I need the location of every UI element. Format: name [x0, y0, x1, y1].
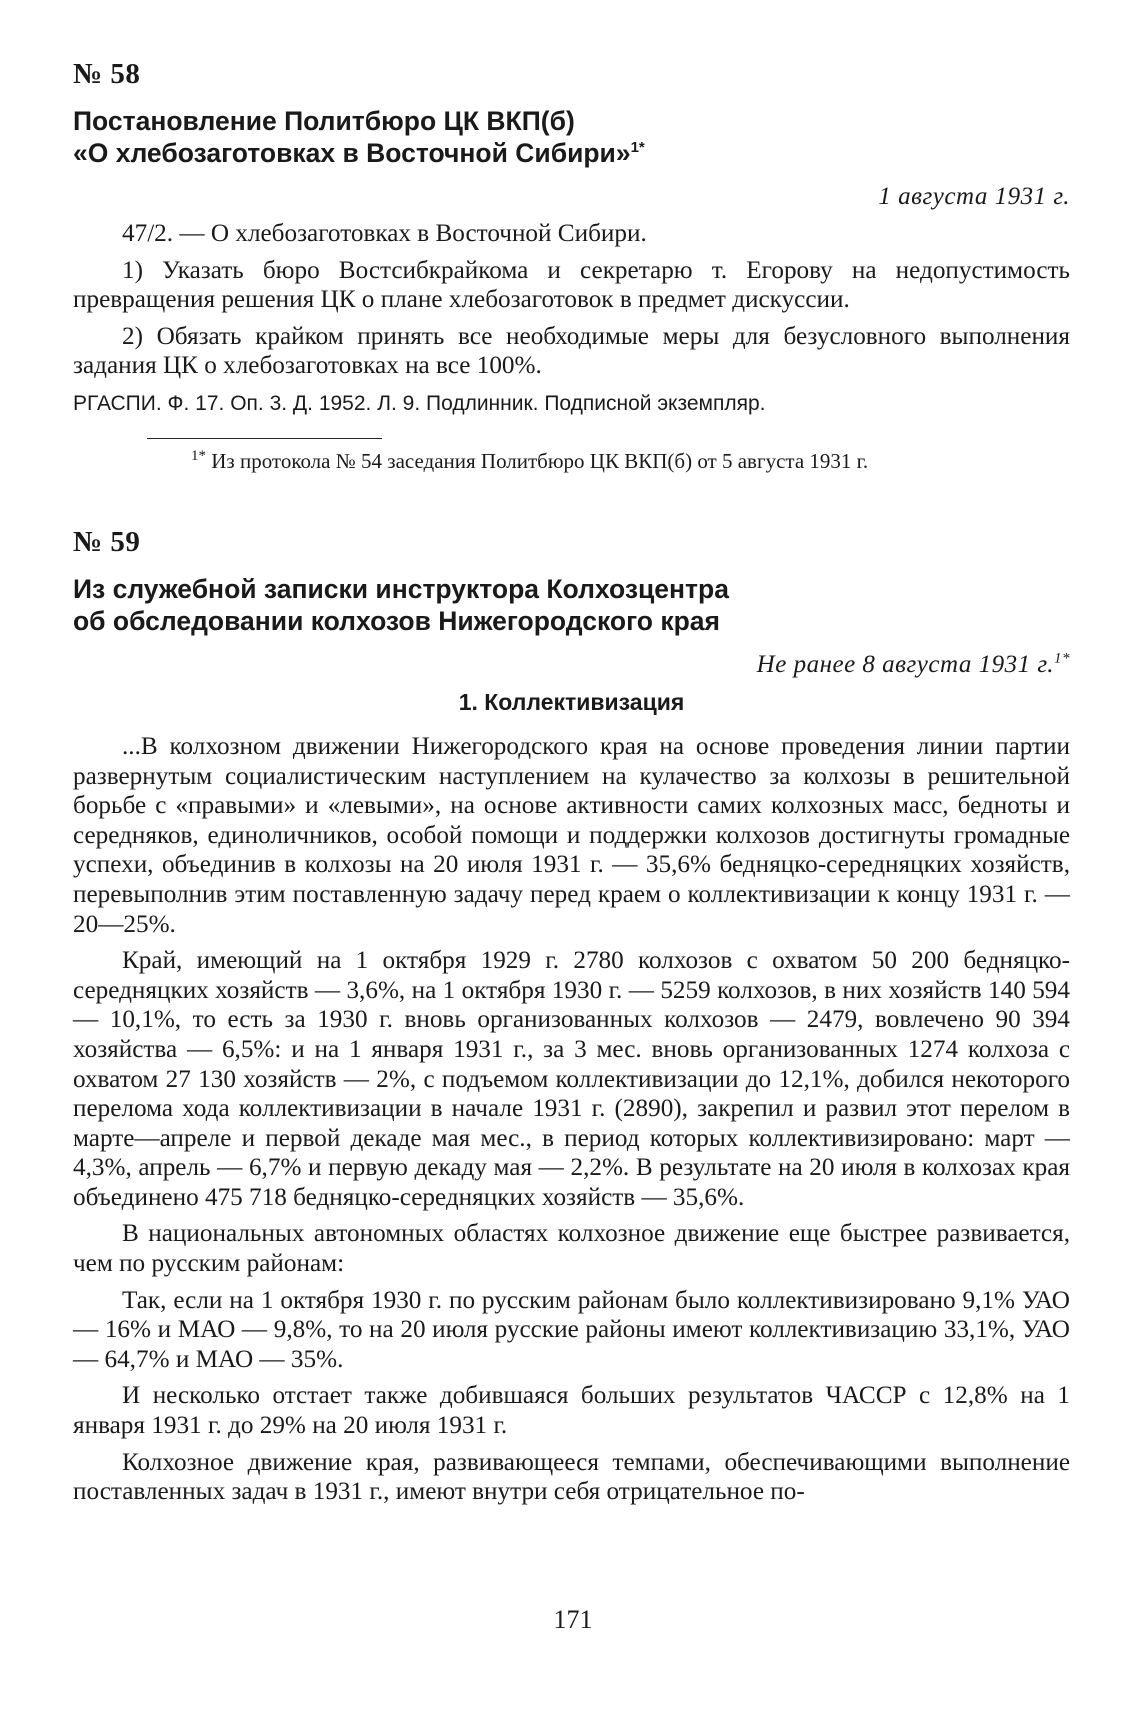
document-title [73, 105, 1070, 169]
title-line-2: об обследовании колхозов Нижегородского края [73, 605, 720, 636]
section-heading: 1. Коллективизация [458, 688, 685, 715]
paragraph: ...В колхозном движении Нижегородского края на основе проведения линии партии развернутым социалистическим наступлением на кулачество за колхозы в решительной борьбе с «правыми» и «левыми», на основе активности самих колхозных масс, бедноты и середняков, единоличников, особой помощи и поддержки колхозов достигнуты громадные успехи, объединив в колхозы на 20 июля 1931 г. — 35,6% бедняцко-середняцких хозяйств, перевыполнив этим поставленную задачу перед краем о коллективизации к концу 1931 г. — 20—25%. [73, 732, 1070, 938]
document-59 [73, 526, 1070, 1507]
paragraph: Край, имеющий на 1 октября 1929 г. 2780 колхозов с охватом 50 200 бедняцко-середняцких хозяйств — 3,6%, на 1 октября 1930 г. — 5259 колхозов, в них хозяйств 140 594 — 10,1%, то есть за 1930 г. вновь организованных колхозов — 2479, вовлечено 90 394 хозяйства — 6,5%: и на 1 января 1931 г., за 3 мес. вновь организованных 1274 колхоза с охватом 27 130 хозяйств — 2%, с подъемом коллективизации до 12,1%, добился некоторого перелома хода коллективизации в начале 1931 г. (2890), закрепил и развил этот перелом в марте—апреле и первой декаде мая мес., в период которых коллективизировано: март — 4,3%, апрель — 6,7% и первую декаду мая — 2,2%. В результате на 20 июля в колхозах края объединено 475 718 бедняцко-середняцких хозяйств — 35,6%. [73, 947, 1070, 1211]
footnote-ref: 1* [1054, 650, 1070, 667]
paragraph: 1) Указать бюро Востсибкрайкома и секретарю т. Егорову на недопустимость превращения решения ЦК о плане хлебозаготовок в предмет дискуссии. [73, 256, 1070, 314]
title-line-2: «О хлебозаготовках в Восточной Сибири» [73, 138, 631, 168]
paragraph: 2) Обязать крайком принять все необходимые меры для безусловного выполнения задания ЦК о хлебозаготовках на все 100%. [73, 322, 1070, 380]
footnote-divider [147, 438, 382, 439]
paragraph: Так, если на 1 октября 1930 г. по русским районам было коллективизировано 9,1% УАО — 16% и МАО — 9,8%, то на 20 июля русские районы имеют коллективизацию 33,1%, УАО — 64,7% и МАО — 35%. [73, 1286, 1070, 1373]
footnote [191, 449, 1070, 474]
paragraph: 47/2. — О хлебозаготовках в Восточной Сибири. [122, 220, 647, 247]
document-58 [73, 58, 1070, 474]
footnote-ref: 1* [630, 139, 645, 157]
title-line-1: Из служебной записки инструктора Колхозцентра [73, 573, 729, 604]
document-date: 1 августа 1931 г. [878, 183, 1070, 210]
archive-source: РГАСПИ. Ф. 17. Оп. 3. Д. 1952. Л. 9. Подлинник. Подписной экземпляр. [73, 391, 766, 415]
date-text: Не ранее 8 августа 1931 г. [756, 650, 1054, 678]
page-number: 171 [553, 1605, 593, 1634]
document-number: № 59 [73, 525, 141, 558]
footnote-text: Из протокола № 54 заседания Политбюро ЦК ВКП(б) от 5 августа 1931 г. [206, 448, 869, 473]
paragraph: Колхозное движение края, развивающееся темпами, обеспечивающими выполнение поставленных задач в 1931 г., имеют внутри себя отрицательное по- [73, 1448, 1070, 1506]
footnote-mark: 1* [191, 447, 206, 464]
document-date [73, 651, 1070, 679]
document-number: № 58 [73, 58, 141, 90]
title-line-1: Постановление Политбюро ЦК ВКП(б) [73, 106, 575, 136]
paragraph: И несколько отстает также добившаяся больших результатов ЧАССР с 12,8% на 1 января 1931 г. до 29% на 20 июля 1931 г. [73, 1382, 1070, 1440]
document-title [73, 573, 1070, 637]
paragraph: В национальных автономных областях колхозное движение еще быстрее развивается, чем по русским районам: [73, 1220, 1070, 1278]
section-spacer [73, 474, 1070, 526]
